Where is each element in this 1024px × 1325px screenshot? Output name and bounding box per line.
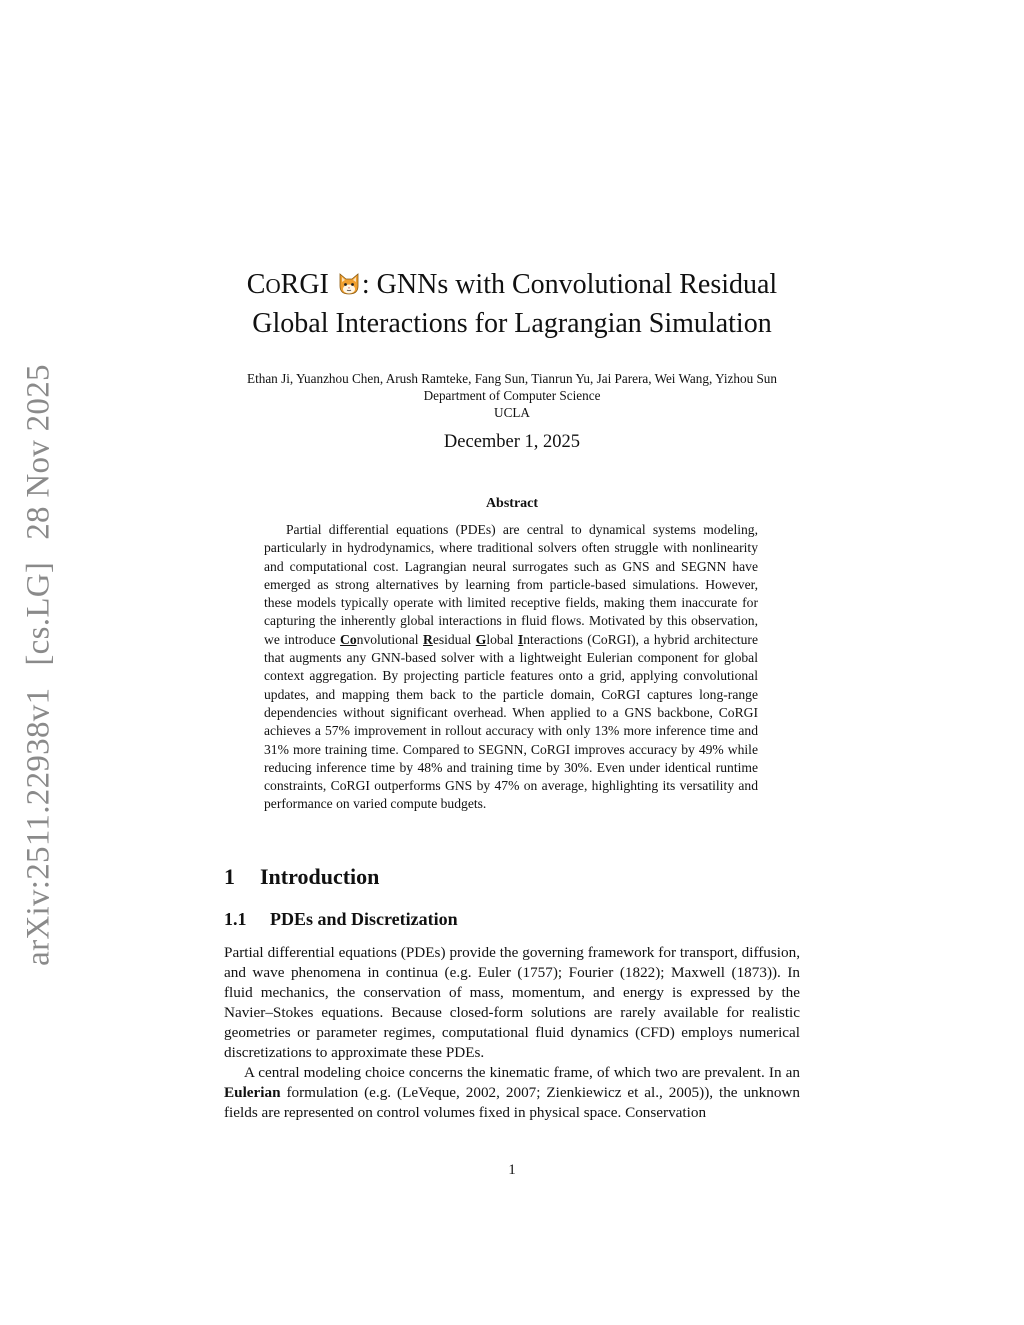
abstract-body: Partial differential equations (PDEs) are central to dynamical systems modeling, particularly in hydrodynamics, where traditional solvers often struggle with nonlinearity and computational cost. Lagrangian neural surrogates such as GNS and SEGNN have emerged as strong alternatives by learning from particle-based simulations. However, these models typically operate with limited receptive fields, making them inaccurate for capturing the inherently global interactions in fluid flows. Motivated by this observation, we introduce Convolutional Residual Global Interactions (CoRGI), a hybrid architecture that augments any GNN-based solver with a lightweight Eulerian component for global context aggregation. By projecting particle features onto a grid, applying convolutional updates, and mapping them back to the particle domain, CoRGI captures long-range dependencies without significant overhead. When applied to a GNS backbone, CoRGI achieves a 57% improvement in rollout accuracy with only 13% more inference time and 31% more training time. Compared to SEGNN, CoRGI improves accuracy by 49% while reducing inference time by 48% and training time by 30%. Even under identical runtime constraints, CoRGI outperforms GNS by 47% on average, highlighting its versatility and performance on varied compute budgets. (264, 522, 758, 812)
intro-body (224, 943, 800, 1123)
method-name: CoRGI (591, 631, 632, 647)
cat-face-icon (337, 272, 361, 296)
author-list: Ethan Ji, Yuanzhou Chen, Arush Ramteke, Fang Sun, Tianrun Yu, Jai Parera, Wei Wang, Yizhou Sun (247, 371, 777, 386)
paper-date: December 1, 2025 (443, 432, 581, 452)
acronym-i: I (517, 631, 524, 647)
department: Department of Computer Science (423, 388, 601, 403)
section-number: 1 (224, 864, 235, 889)
arxiv-sidebar (14, 364, 64, 966)
paragraph: A central modeling choice concerns the kinematic frame, of which two are prevalent. In an Eulerian formulation (e.g. (LeVeque, 2002, 2007; Zienkiewicz et al., 2005)), the unknown fields are represented on control volumes fixed in physical space. Conservation (224, 1064, 800, 1121)
method-name: CoRGI (718, 704, 758, 720)
acronym-co: Co (340, 631, 357, 647)
arxiv-date: 28 Nov 2025 (20, 364, 57, 540)
page-number: 1 (508, 1162, 516, 1178)
method-name: CoRGI (530, 741, 571, 757)
paragraph: Partial differential equations (PDEs) provide the governing framework for transport, diffusion, and wave phenomena in continua (e.g. Euler (1757); Fourier (1822); Maxwell (1873)). In fluid mechanics, the conservation of mass, momentum, and energy is expressed by the Navier–Stokes equations. Because closed-form solutions are rarely available for realistic geometries or parameter regimes, computational fluid dynamics (CFD) employs numerical discretizations to approximate these PDEs. (224, 944, 800, 1061)
section-heading-introduction (224, 864, 379, 890)
acronym-r: R (423, 631, 433, 647)
title-line-2: Global Interactions for Lagrangian Simulation (252, 308, 772, 339)
term-eulerian: Eulerian (224, 1084, 281, 1101)
arxiv-id: arXiv:2511.22938v1 (20, 687, 57, 966)
subsection-number: 1.1 (224, 909, 247, 929)
method-name: CoRGI (330, 778, 370, 794)
method-name: CoRGI (601, 686, 641, 702)
subsection-heading-pdes (224, 909, 458, 930)
paper-title (200, 266, 824, 343)
arxiv-category: [cs.LG] (20, 561, 57, 666)
institution: UCLA (494, 405, 530, 420)
acronym-g: G (475, 631, 487, 647)
abstract-heading: Abstract (485, 496, 539, 511)
author-block (150, 370, 874, 421)
section-title: Introduction (260, 864, 380, 889)
title-line-1: CORGI : GNNs with Convolutional Residual (246, 269, 778, 300)
subsection-title: PDEs and Discretization (270, 909, 458, 929)
